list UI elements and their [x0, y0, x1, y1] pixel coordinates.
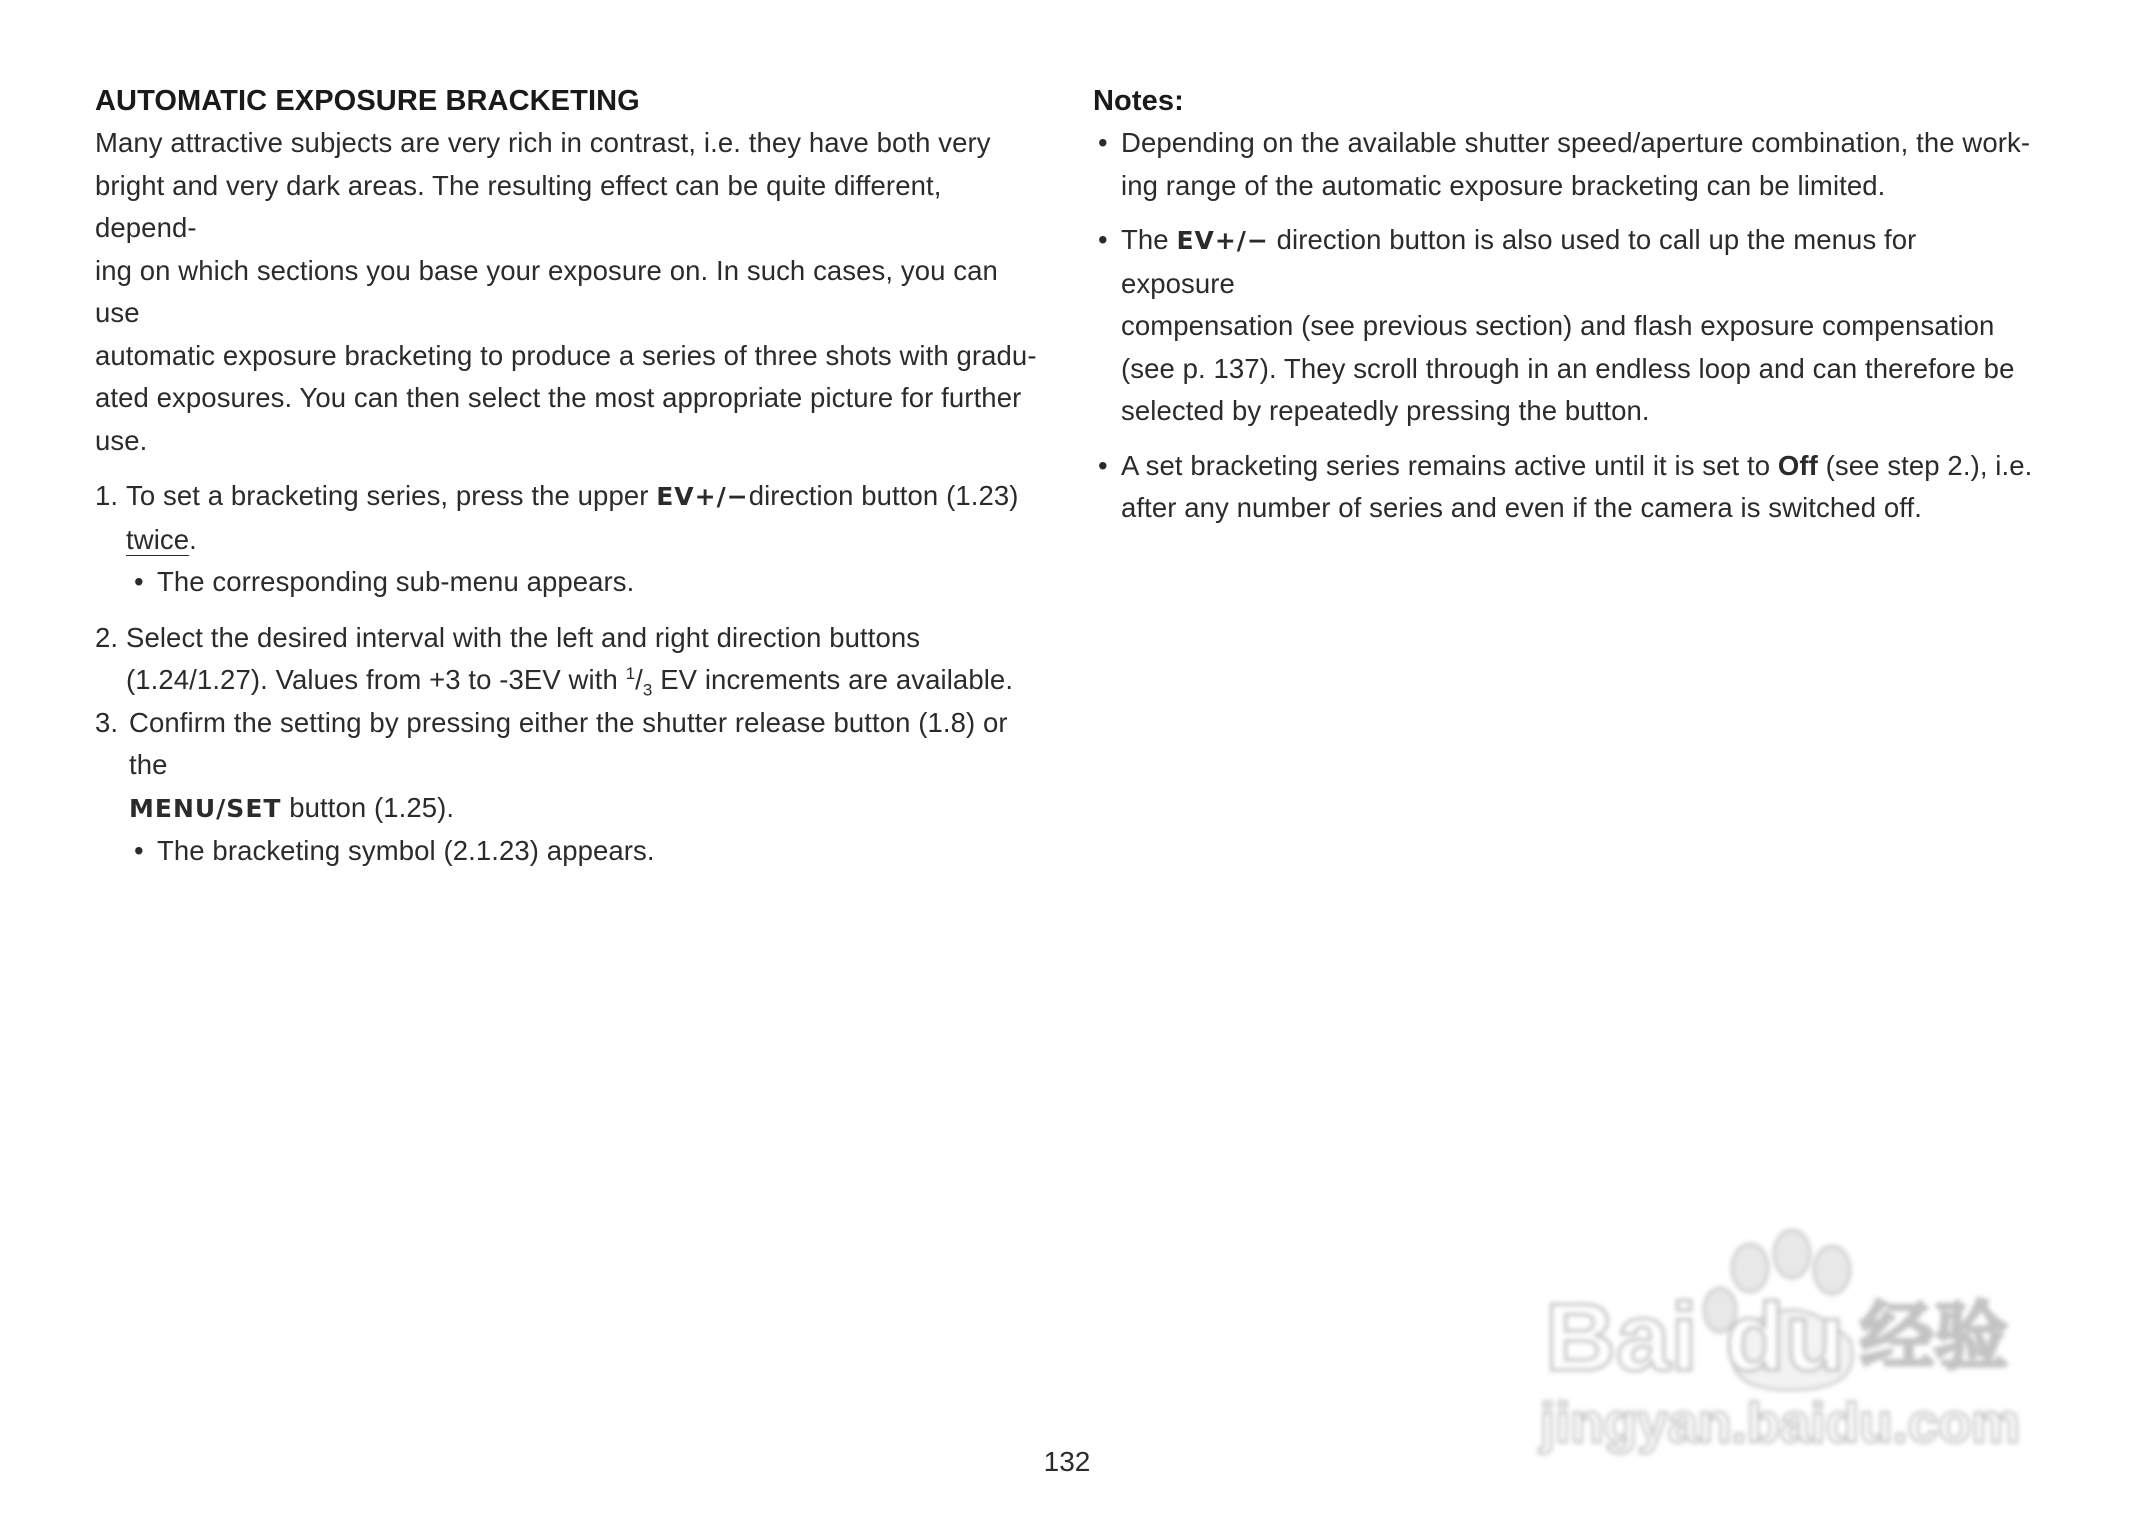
- step-number: 3.: [95, 706, 119, 738]
- note-line: ing range of the automatic exposure bracketing can be limited.: [1121, 169, 1886, 201]
- underlined-word: twice: [126, 523, 190, 555]
- intro-line: use.: [95, 424, 148, 456]
- menu-set-button-label: MENU/SET: [129, 793, 282, 823]
- notes-heading: Notes:: [1093, 85, 1184, 117]
- step-text: EV increments are available.: [652, 664, 1014, 695]
- fraction-numerator: 1: [625, 663, 636, 683]
- step-text: direction button (1.23): [748, 480, 1019, 511]
- fraction-denominator: 3: [642, 680, 653, 700]
- step-text: button (1.25).: [281, 791, 455, 823]
- right-column: [1093, 80, 2038, 530]
- intro-line: bright and very dark areas. The resulting effect can be quite different, depend-: [95, 169, 942, 243]
- paw-toe-icon: [1774, 1230, 1810, 1278]
- ev-button-label: EV+/−: [656, 482, 749, 511]
- note-line: selected by repeatedly pressing the button.: [1121, 395, 1650, 426]
- note-1: [1093, 122, 2038, 207]
- step-3: [95, 702, 1040, 831]
- bullet: •: [134, 566, 144, 597]
- watermark-brand: Bai du: [1545, 1284, 1845, 1391]
- bullet: •: [1098, 224, 1108, 255]
- note-line: after any number of series and even if the camera is switched off.: [1121, 492, 1922, 523]
- note-line: compensation (see previous section) and flash exposure compensation: [1121, 310, 1995, 341]
- step-text: Confirm the setting by pressing either the shutter release button (1.8) or the: [129, 706, 1008, 780]
- section-heading: AUTOMATIC EXPOSURE BRACKETING: [95, 85, 640, 117]
- punctuation: .: [189, 523, 197, 555]
- intro-line: Many attractive subjects are very rich in contrast, i.e. they have both very: [95, 127, 991, 158]
- note-line: Depending on the available shutter speed/aperture combination, the work-: [1121, 127, 2031, 158]
- step-text: (1.24/1.27). Values from +3 to -3EV with: [126, 664, 626, 695]
- result-text: The corresponding sub-menu appears.: [157, 566, 635, 597]
- intro-line: automatic exposure bracketing to produce a series of three shots with gradu-: [95, 339, 1037, 371]
- bullet: •: [1098, 449, 1108, 481]
- step-2: [95, 617, 1040, 702]
- note-2: [1093, 219, 2038, 433]
- note-text: (see step 2.), i.e.: [1817, 449, 2033, 481]
- result-text: The bracketing symbol (2.1.23) appears.: [157, 835, 655, 866]
- note-text: A set bracketing series remains active until it is set to: [1121, 449, 1778, 481]
- note-line: (see p. 137). They scroll through in an endless loop and can therefore be: [1121, 352, 2015, 384]
- watermark-url: jingyan.baidu.com: [1539, 1391, 2020, 1454]
- note-text: direction button is also used to call up the menus for exposure: [1121, 224, 1917, 299]
- ev-button-label: EV+/−: [1176, 226, 1269, 255]
- watermark-brand-cn: 经验: [1860, 1294, 2008, 1380]
- step-1-result: [95, 561, 1040, 604]
- intro-paragraph: [95, 122, 1040, 462]
- step-text: Select the desired interval with the left and right direction buttons: [126, 621, 921, 653]
- fraction-slash: /: [635, 664, 643, 695]
- baidu-watermark-logo: [1530, 1220, 2030, 1460]
- bullet: •: [134, 835, 144, 866]
- note-3: [1093, 445, 2038, 530]
- step-3-result: [95, 830, 1040, 873]
- step-text: To set a bracketing series, press the upper: [126, 480, 657, 511]
- step-1: [95, 475, 1040, 561]
- intro-line: ing on which sections you base your exposure on. In such cases, you can use: [95, 254, 998, 328]
- bullet: •: [1098, 127, 1108, 158]
- intro-line: ated exposures. You can then select the most appropriate picture for further: [95, 382, 1022, 413]
- page-number: 132: [1043, 1446, 1091, 1477]
- note-text: The: [1121, 224, 1177, 255]
- step-number: 2.: [95, 621, 119, 653]
- off-setting-label: Off: [1777, 449, 1818, 481]
- step-number: 1.: [95, 480, 119, 511]
- left-column: [95, 80, 1040, 873]
